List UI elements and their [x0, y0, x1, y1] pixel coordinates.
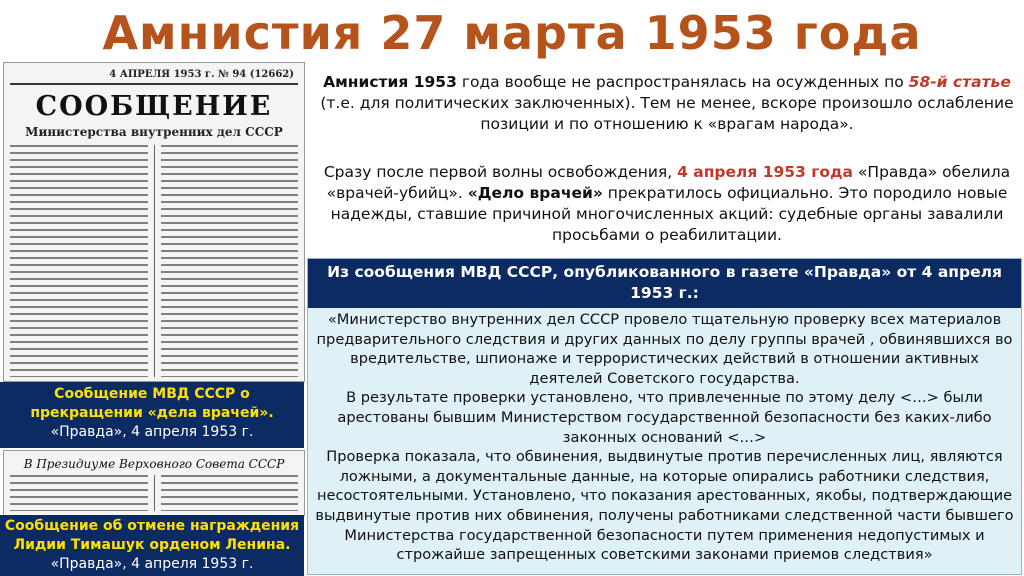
newspaper-column [10, 145, 148, 377]
quote-paragraph: Проверка показала, что обвинения, выдвинутые против перечисленных лиц, являются ложными, а документальные данные, на которые опирались работники следствия, несостоятельными. Установлено, что показания арестованных, якобы, подтверждающие выдвинутые против них обвинения, получены работниками следственной части бывшего Министерства государственной безопасности путем применения недопустимых и строжайше запрещенных советскими законами приемов следствия» [315, 448, 1014, 564]
caption-line: Лидии Тимашук орденом Ленина. [13, 537, 291, 553]
text-run: «Правда» обелила «врачей-убийц». [326, 163, 1011, 202]
quote-box [307, 258, 1022, 575]
text-highlight: 58-й статье [908, 73, 1011, 91]
newspaper-clipping-image [3, 62, 305, 382]
text-highlight: 4 апреля 1953 года [677, 163, 853, 181]
newspaper-caption [0, 382, 304, 448]
newspaper-column [161, 145, 299, 377]
text-run: года вообще не распространялась на осужденных по [456, 73, 909, 91]
newspaper-issue-line: 4 АПРЕЛЯ 1953 г. № 94 (12662) [109, 69, 294, 80]
newspaper-headline: СООБЩЕНИЕ [35, 91, 273, 122]
caption-source: «Правда», 4 апреля 1953 г. [50, 556, 254, 572]
newspaper-column [10, 475, 148, 511]
newspaper-headline: В Президиуме Верховного Совета СССР [23, 457, 285, 471]
caption-line: прекращении «дела врачей». [30, 405, 274, 421]
text-bold: Амнистия 1953 [323, 73, 457, 91]
text-bold: «Дело врачей» [467, 184, 603, 202]
caption-line: Сообщение МВД СССР о [54, 386, 250, 402]
newspaper-text-columns [10, 145, 298, 377]
quote-paragraph: В результате проверки установлено, что привлеченные по этому делу <…> были арестованы бывшим Министерством государственной безопасности без каких-либо законных оснований <…> [337, 389, 992, 446]
newspaper-caption-2 [0, 515, 304, 576]
newspaper-subheadline: Министерства внутренних дел СССР [25, 125, 283, 139]
text-run: Сразу после первой волны освобождения, [323, 163, 678, 181]
newspaper-clipping-image-2 [3, 450, 305, 516]
caption-source: «Правда», 4 апреля 1953 г. [50, 424, 254, 440]
caption-line: Сообщение об отмене награждения [4, 518, 300, 534]
newspaper-rule [10, 83, 298, 85]
newspaper-text-columns [10, 475, 298, 511]
intro-paragraph [310, 72, 1024, 135]
column-divider [154, 145, 155, 377]
newspaper-column [161, 475, 299, 511]
quote-body [308, 308, 1021, 565]
text-run: прекратилось официально. Это породило новые надежды, ставшие причиной многочисленных акций: судебные органы завалили просьбами о реабилитации. [330, 184, 1008, 244]
column-divider [154, 475, 155, 511]
quote-heading: Из сообщения МВД СССР, опубликованного в газете «Правда» от 4 апреля 1953 г.: [308, 259, 1021, 308]
doctors-plot-paragraph [310, 162, 1024, 246]
text-run: (т.е. для политических заключенных). Тем не менее, вскоре произошло ослабление позиции и по отношению к «врагам народа». [320, 94, 1014, 133]
quote-paragraph: «Министерство внутренних дел СССР провело тщательную проверку всех материалов предварительного следствия и других данных по делу группы врачей , обвинявшихся во вредительстве, шпионаже и террористических действий в отношении активных деятелей Советского государства. [316, 311, 1013, 387]
slide-title: Амнистия 27 марта 1953 года [102, 6, 922, 60]
